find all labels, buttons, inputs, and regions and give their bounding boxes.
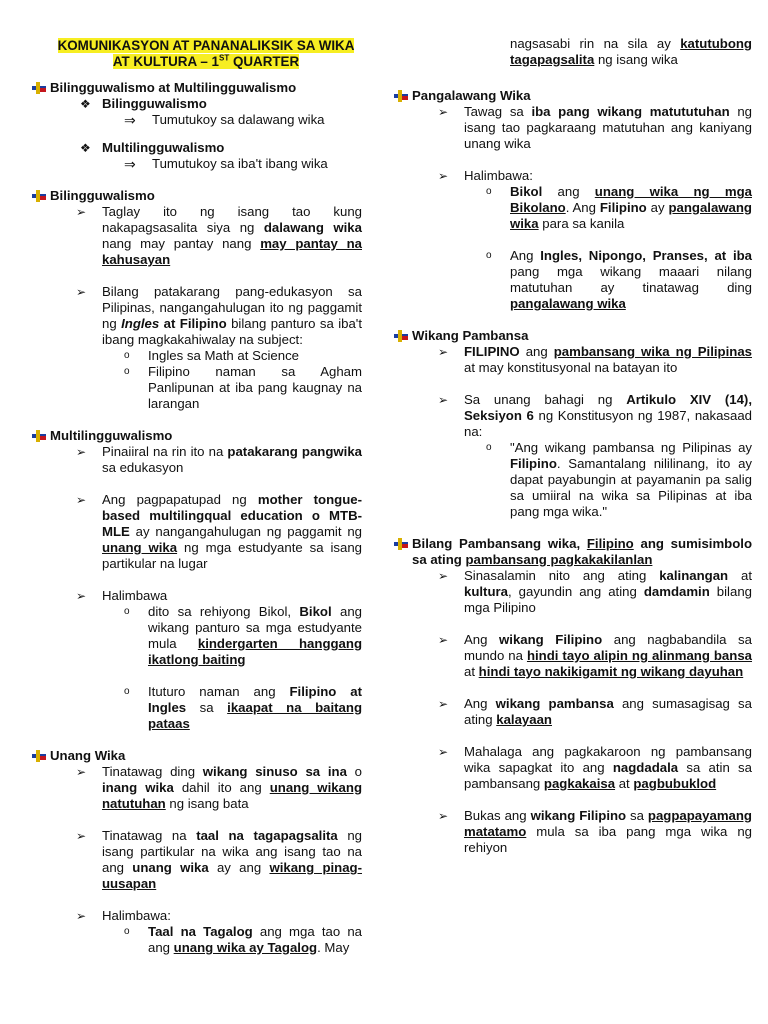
circle-bullet-icon: o [124,926,130,937]
continued-text: nagsasabi rin na sila ay katutubong tagapagsalita ng isang wika [510,36,752,67]
circle-bullet-icon: o [124,606,130,617]
arrow-right-icon: ⇒ [124,112,136,128]
list-item: ➢ Taglay ito ng isang tao kung nakapagsasalita siya ng dalawang wika nang may pantay nang may pantay na kahusayan [76,204,362,267]
right-column [392,36,752,856]
list-item: o Ituturo naman ang Filipino at Ingles sa ikaapat na baitang pataas [124,684,362,731]
document-title [50,38,362,70]
left-column [30,38,362,956]
arrow-right-icon: ⇒ [124,156,136,172]
list-item: ➢ FILIPINO ang pambansang wika ng Pilipinas at may konstitusyonal na batayan ito [438,344,752,375]
arrow-bullet-icon: ➢ [438,697,449,711]
diamond-bullet-icon: ❖ [80,141,91,155]
list-item: o Taal na Tagalog ang mga tao na ang unang wika ay Tagalog. May [124,924,362,955]
list-item: o "Ang wikang pambansa ng Pilipinas ay Filipino. Samantalang nililinang, ito ay dapat payabungin at payamanin pa salig sa umiiral na wika sa Pilipinas at iba pang mga wika." [486,440,752,519]
list-item: ➢ Bukas ang wikang Filipino sa pagpapayamang matatamo mula sa iba pang mga wika ng rehiyon [438,808,752,855]
bullet-icon [32,82,46,94]
list-item: o Ang Ingles, Nipongo, Pranses, at iba pang mga wikang maaari nilang matutuhan ay tinatawag ding pangalawang wika [486,248,752,311]
section-heading: Unang Wika [30,748,362,764]
list-item: ➢ Ang wikang Filipino ang nagbabandila sa mundo na hindi tayo alipin ng alinmang bansa at hindi tayo nakikigamit ng wikang dayuhan [438,632,752,679]
section-heading: Pangalawang Wika [392,88,752,104]
list-item: ➢ Halimbawa: [76,908,171,923]
list-item: ➢ Pinaiiral na rin ito na patakarang pangwika sa edukasyon [76,444,362,475]
arrow-bullet-icon: ➢ [438,633,449,647]
section-heading: Bilingguwalismo [30,188,362,204]
list-item: ➢ Tawag sa iba pang wikang matututuhan ng isang tao pagkaraang matutuhan ang kaniyang unang wika [438,104,752,151]
arrow-bullet-icon: ➢ [438,169,449,183]
arrow-bullet-icon: ➢ [76,445,87,459]
bullet-icon [32,190,46,202]
list-item: o Ingles sa Math at Science [124,348,300,363]
title-line-1: KOMUNIKASYON AT PANANALIKSIK SA WIKA [57,38,355,53]
arrow-bullet-icon: ➢ [76,909,87,923]
list-item: ➢ Ang pagpapatupad ng mother tongue-based multilingqual education o MTB-MLE ay nangangahulugan ng paggamit ng unang wika ng mga estudyante sa isang partikular na lugar [76,492,362,571]
arrow-bullet-icon: ➢ [438,569,449,583]
list-item: ➢ Tinatawag na taal na tagapagsalita ng isang partikular na wika ang isang tao na ang unang wika ay ang wikang pinag-uusapan [76,828,362,891]
list-item: o Bikol ang unang wika ng mga Bikolano. Ang Filipino ay pangalawang wika para sa kanila [486,184,752,231]
arrow-bullet-icon: ➢ [76,829,87,843]
list-item: ➢ Halimbawa: [438,168,533,183]
circle-bullet-icon: o [124,686,130,697]
list-item: ➢ Sinasalamin nito ang ating kalinangan at kultura, gayundin ang ating damdamin bilang mga Pilipino [438,568,752,615]
section-heading: Bilang Pambansang wika, Filipino ang sumisimbolo sa ating pambansang pagkakakilanlan [392,536,752,568]
circle-bullet-icon: o [124,366,130,377]
section-heading: Multilingguwalismo [30,428,362,444]
bullet-icon [394,90,408,102]
list-item: ➢ Ang wikang pambansa ang sumasagisag sa ating kalayaan [438,696,752,727]
list-item: ➢ Sa unang bahagi ng Artikulo XIV (14), Seksiyon 6 ng Konstitusyon ng 1987, nakasaad na: [438,392,753,439]
list-item: ⇒ Tumutukoy sa dalawang wika [124,112,325,128]
diamond-bullet-icon: ❖ [80,97,91,111]
circle-bullet-icon: o [124,350,130,361]
arrow-bullet-icon: ➢ [438,345,449,359]
arrow-bullet-icon: ➢ [76,205,87,219]
list-item: ➢ Halimbawa [76,588,168,603]
circle-bullet-icon: o [486,442,492,453]
list-item: ❖ Multilingguwalismo [80,140,225,155]
arrow-bullet-icon: ➢ [438,393,449,407]
arrow-bullet-icon: ➢ [438,105,449,119]
title-line-2: AT KULTURA – 1ST QUARTER [112,53,300,69]
circle-bullet-icon: o [486,186,492,197]
circle-bullet-icon: o [486,250,492,261]
bullet-icon [32,430,46,442]
list-item: ➢ Mahalaga ang pagkakaroon ng pambansang wika sapagkat ito ang nagdadala sa atin sa pambansang pagkakaisa at pagbubuklod [438,744,752,791]
list-item: ➢ Bilang patakarang pang-edukasyon sa Pilipinas, nangangahulugan ito ng paggamit ng Ingles at Filipino bilang panturo sa iba't ibang magkakahiwalay na subject: [76,284,362,347]
arrow-bullet-icon: ➢ [76,589,87,603]
list-item: ➢ Tinatawag ding wikang sinuso sa ina o inang wika dahil ito ang unang wikang natutuhan ng isang bata [76,764,363,811]
arrow-bullet-icon: ➢ [76,285,87,299]
section-heading: Wikang Pambansa [392,328,752,344]
arrow-bullet-icon: ➢ [76,765,87,779]
section-heading: Bilingguwalismo at Multilingguwalismo [30,80,362,96]
list-item: o dito sa rehiyong Bikol, Bikol ang wikang panturo sa mga estudyante mula kindergarten hanggang ikatlong baiting [124,604,363,667]
bullet-icon [32,750,46,762]
bullet-icon [394,538,408,550]
arrow-bullet-icon: ➢ [438,745,449,759]
list-item: ❖ Bilingguwalismo [80,96,207,111]
arrow-bullet-icon: ➢ [438,809,449,823]
arrow-bullet-icon: ➢ [76,493,87,507]
list-item: o Filipino naman sa Agham Panlipunan at iba pang kaugnay na larangan [124,364,362,411]
bullet-icon [394,330,408,342]
list-item: ⇒ Tumutukoy sa iba't ibang wika [124,156,328,172]
